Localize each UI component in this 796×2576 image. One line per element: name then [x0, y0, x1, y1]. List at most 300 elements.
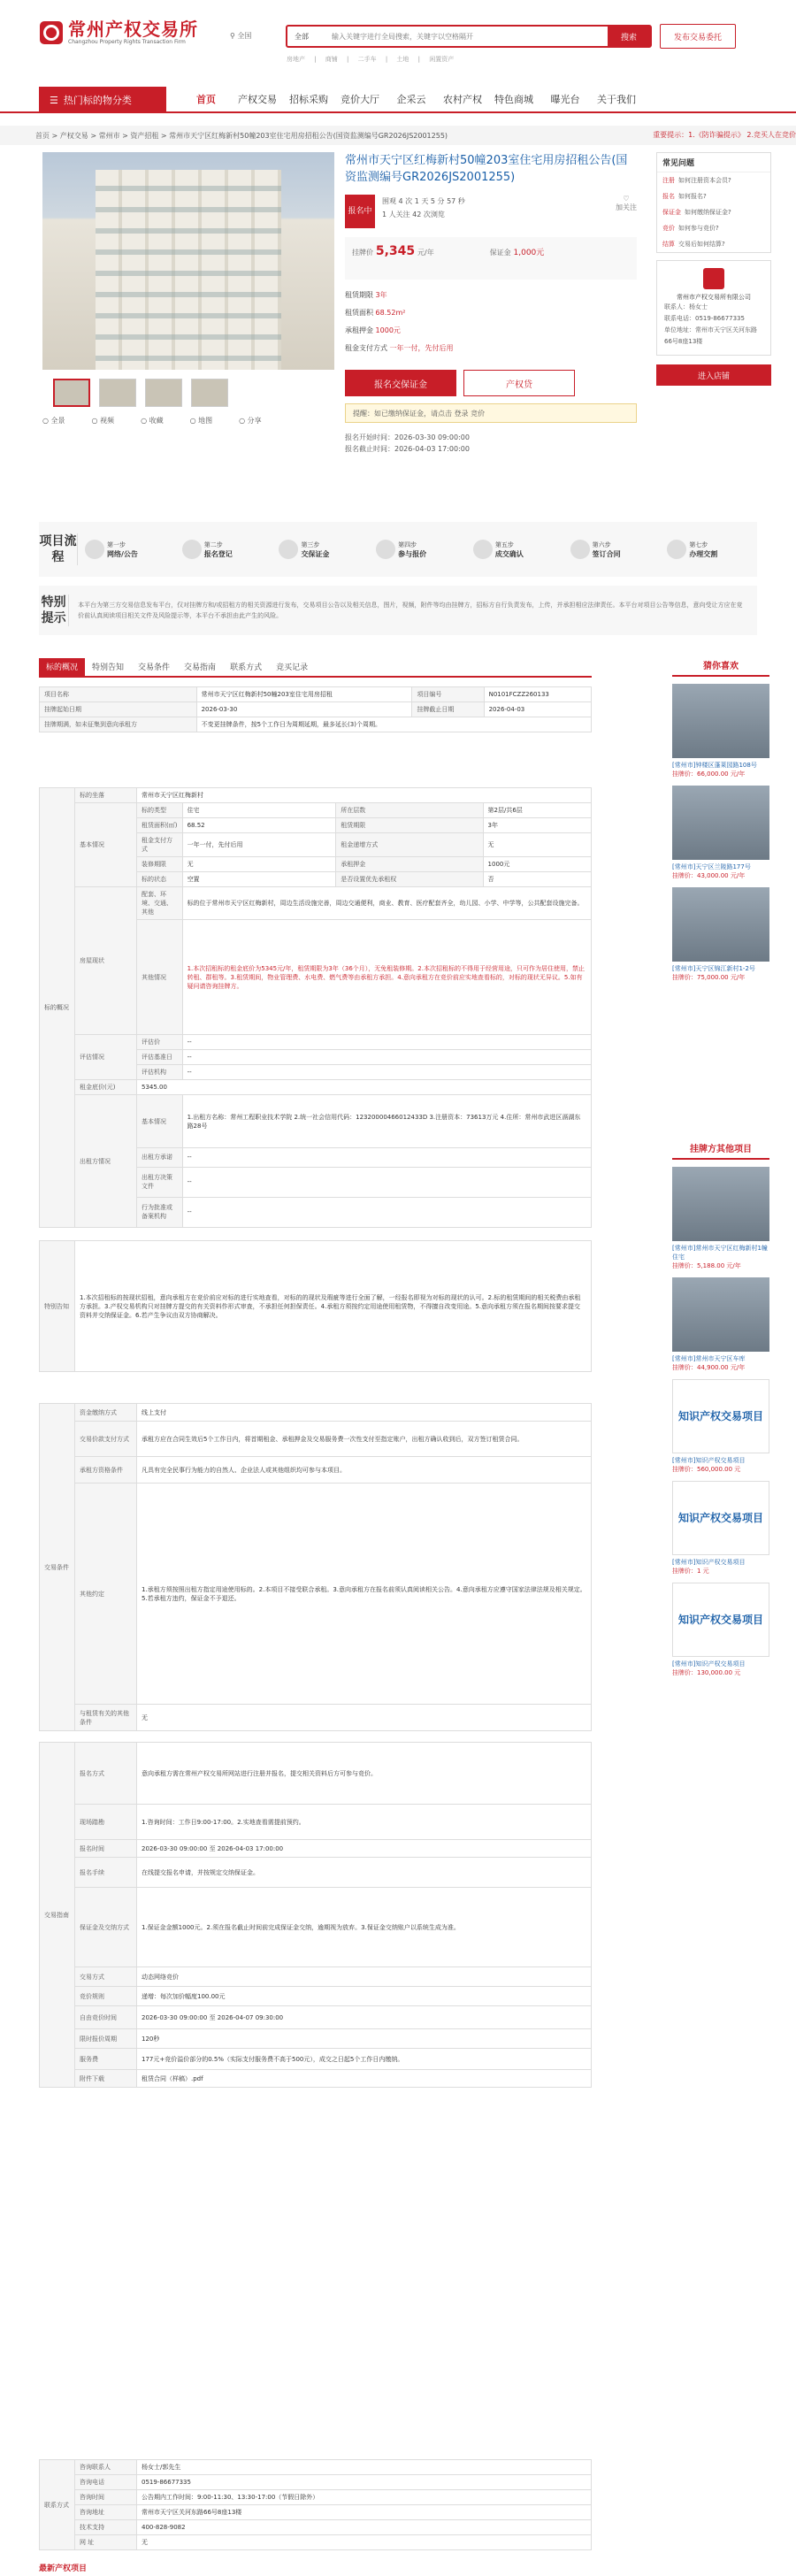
table-row	[40, 1705, 592, 1731]
tip-title: 特别提示	[39, 594, 69, 626]
cell-value: --	[182, 1197, 591, 1227]
cell-label: 评估价	[137, 1035, 183, 1050]
step-number: 第七步	[689, 540, 708, 548]
main-photo[interactable]	[42, 152, 334, 370]
cell-label: 行为批准或备案机构	[137, 1197, 183, 1227]
start-time: 报名开始时间：2026-03-30 09:00:00	[345, 433, 470, 441]
row-value: 1000元	[375, 326, 401, 334]
step-number: 第四步	[398, 540, 417, 548]
cell-label: 项目名称	[40, 687, 197, 702]
project-name: [常州市]知识产权交易项目	[672, 1559, 746, 1566]
step-title: 办理交割	[689, 549, 718, 558]
project-card[interactable]	[672, 1277, 769, 1372]
nav-item[interactable]: 农村产权	[443, 94, 482, 105]
table-row	[40, 1840, 592, 1858]
listing-row	[345, 340, 637, 357]
step-icon	[182, 540, 202, 559]
section-label: 特别告知	[40, 1241, 75, 1372]
row-value: 一年一付，先付后用	[389, 344, 454, 352]
notice-text: 1.本次招租标的按现状招租，意向承租方在竞价前应对标的进行实地查看，对标的的现状及瑕疵等进行全面了解，一经报名即视为对标的现状的认可。2.标的租赁期间的相关税费由承租方承担。3.产权交易机构只对挂牌方提交的有关资料作形式审查，不承担任何担保责任。4.承租方须按约定用途使用租赁物，不得擅自改变用途。5.意向承租方须在报名期间按要求提交资料并交纳保证金。6.若产生争议由双方协商解决。	[75, 1241, 592, 1372]
logo-text: 常州产权交易所	[68, 19, 198, 40]
cell-value: 否	[483, 872, 591, 887]
project-price: 挂牌价：130,000.00 元	[672, 1669, 741, 1676]
search-scope-select[interactable]: 全部	[295, 32, 309, 41]
table-row	[40, 1858, 592, 1888]
cell-label: 承租押金	[336, 857, 483, 872]
project-price: 挂牌价：43,000.00 元/年	[672, 872, 746, 879]
city-selector[interactable]: ⚲ 全国	[230, 32, 252, 40]
project-card[interactable]	[672, 1167, 769, 1270]
project-price: 挂牌价：560,000.00 元	[672, 1466, 741, 1473]
tab-4[interactable]: 联系方式	[230, 663, 263, 672]
cell-value: --	[182, 1148, 591, 1168]
listing-row	[345, 304, 637, 322]
project-card[interactable]	[672, 1481, 769, 1576]
process-bar	[39, 522, 757, 577]
cell-label: 项目编号	[412, 687, 484, 702]
table-row	[40, 687, 592, 702]
project-card[interactable]	[672, 1379, 769, 1474]
row-label: 承租押金	[345, 326, 376, 334]
city-label: 全国	[237, 32, 252, 40]
cell-label: 保证金及交纳方式	[75, 1888, 137, 1967]
faq-text: 交易后如何结算?	[678, 241, 725, 248]
cell-label: 承租方资格条件	[75, 1457, 137, 1484]
cell-value: 第2层/共6层	[483, 803, 591, 818]
process-step	[660, 540, 757, 559]
table-row	[40, 2006, 592, 2029]
logo-icon	[40, 21, 63, 44]
section-label: 交易指南	[40, 1743, 75, 2088]
cell-label: 房屋现状	[75, 887, 137, 1035]
breadcrumb-text[interactable]: 首页 > 产权交易 > 常州市 > 资产招租 > 常州市天宁区红梅新村50幢203室住宅用房招租公告(国资监测编号GR2026JS2001255)	[35, 131, 448, 140]
faq-item[interactable]	[657, 236, 770, 252]
faq-text: 如何参与竞价?	[678, 225, 719, 232]
special-tip	[39, 586, 757, 635]
recommend-title: 猜你喜欢	[672, 658, 769, 677]
project-name: [常州市]常州市天宁区车库	[672, 1355, 746, 1362]
cell-label: 标的坐落	[75, 788, 137, 803]
table-row	[40, 1987, 592, 2006]
tab-0[interactable]: 标的概况	[39, 658, 85, 676]
project-price: 挂牌价：75,000.00 元/年	[672, 974, 746, 981]
step-number: 第三步	[301, 540, 320, 548]
cell-value: 住宅	[182, 803, 336, 818]
cell-value: 无	[137, 2535, 592, 2550]
facilities-value: 标的位于常州市天宁区红梅新村，周边生活设施完善，周边交通便利，商业、教育、医疗配套齐全，幼儿园、小学、中学等，公共配套设施完备。	[182, 887, 591, 920]
video-tool[interactable]	[92, 416, 115, 426]
row-label: 租金支付方式	[345, 344, 390, 352]
step-icon	[473, 540, 493, 559]
cell-value: 2026-03-30	[196, 702, 412, 717]
table-row	[40, 1888, 592, 1967]
nav-item[interactable]: 关于我们	[597, 94, 636, 105]
publish-button[interactable]: 发布交易委托	[660, 24, 736, 49]
process-step	[369, 540, 466, 559]
nav-item[interactable]: 竞价大厅	[341, 94, 379, 105]
thumbnail[interactable]	[99, 379, 136, 407]
cell-value: 递增：每次加价幅度100.00元	[137, 1987, 592, 2006]
project-price: 挂牌价：1 元	[672, 1568, 709, 1575]
section-label: 标的概况	[40, 788, 75, 1228]
rent-base-value: 5345.00	[137, 1080, 592, 1095]
header	[0, 0, 796, 63]
step-title: 参与报价	[398, 549, 427, 558]
countdown: 围观 4 次 1 天 5 分 57 秒	[382, 197, 465, 205]
cell-label: 基本情况	[75, 803, 137, 887]
faq-text: 如何缴纳保证金?	[685, 209, 731, 216]
cell-value: 1.承租方须按照出租方指定用途使用标的。2.本项目不接受联合承租。3.意向承租方在报名前须认真阅读相关公告。4.意向承租方应遵守国家法律法规及相关规定。5.若承租方违约，保证金不予退还。	[137, 1484, 592, 1705]
cell-value: 租赁合同（样稿）.pdf	[137, 2070, 592, 2088]
agency-contact: 杨女士	[689, 303, 708, 310]
table-row	[40, 2460, 592, 2475]
thumbnail[interactable]	[53, 379, 90, 407]
thumbnail-strip	[53, 379, 228, 407]
agency-name[interactable]: 常州市产权交易所有限公司	[677, 294, 751, 301]
step-number: 第一步	[107, 540, 126, 548]
cell-value: 2026-04-03	[484, 702, 591, 717]
other-projects-title: 挂牌方其他项目	[672, 1141, 769, 1160]
project-image	[672, 887, 769, 962]
cell-value: 400-828-9082	[137, 2520, 592, 2535]
cell-value: 1.咨询时间：工作日9:00-17:00。2.实地查看需提前预约。	[137, 1805, 592, 1840]
cell-label: 租赁期限	[336, 818, 483, 833]
contact-table	[39, 2459, 592, 2550]
process-title: 项目流程	[39, 534, 77, 564]
cell-label: 服务费	[75, 2049, 137, 2070]
cell-label: 配套、环境、交通、其他	[137, 887, 183, 920]
price-unit: 元/年	[417, 249, 434, 257]
faq-item[interactable]	[657, 172, 770, 188]
cell-value: 3年	[483, 818, 591, 833]
project-image: 知识产权交易项目	[672, 1379, 769, 1453]
cell-value: 无	[483, 833, 591, 857]
cell-value: 常州市天宁区红梅新村50幢203室住宅用房招租	[196, 687, 412, 702]
video-icon: ○	[91, 417, 101, 425]
cell-label: 交易方式	[75, 1967, 137, 1987]
cell-label: 租金递增方式	[336, 833, 483, 857]
table-row	[40, 702, 592, 717]
cell-label: 评估基准日	[137, 1050, 183, 1065]
logo-subtext: Changzhou Property Rights Transaction Firm	[68, 39, 186, 45]
cell-value: 常州市天宁区关河东路66号8座13楼	[137, 2505, 592, 2520]
cell-label: 评估情况	[75, 1035, 137, 1080]
table-row	[40, 1484, 592, 1705]
main-nav	[0, 87, 796, 113]
step-number: 第六步	[592, 540, 611, 548]
cell-label: 其他情况	[137, 920, 183, 1035]
cell-label: 技术支持	[75, 2520, 137, 2535]
faq-list	[657, 172, 770, 252]
cell-label: 附件下载	[75, 2070, 137, 2088]
map-tool[interactable]	[190, 416, 213, 426]
other-projects-list	[672, 1141, 769, 1677]
cell-value: 无	[182, 857, 336, 872]
cell-label: 交易价款支付方式	[75, 1422, 137, 1457]
agency-logo	[703, 268, 724, 289]
cell-value: 承租方应在合同生效后5个工作日内，将首期租金、承租押金及交易服务费一次性支付至指定账户，出租方确认收到后，双方签订租赁合同。	[137, 1422, 592, 1457]
nav-item[interactable]: 产权交易	[238, 94, 277, 105]
tool-label: 收藏	[149, 417, 164, 425]
step-icon	[279, 540, 298, 559]
cell-value: 空置	[182, 872, 336, 887]
agency-address: 常州市天宁区关河东路66号8座13楼	[664, 326, 757, 345]
cell-label: 装修期限	[137, 857, 183, 872]
share-tool[interactable]	[239, 416, 262, 426]
overview-table	[39, 686, 592, 732]
tool-label: 全景	[50, 417, 65, 425]
cell-value: 公告期内工作时间：9:00-11:30、13:30-17:00（节假日除外）	[137, 2490, 592, 2505]
cell-label: 挂牌期满，如未征集到意向承租方	[40, 717, 197, 732]
nav-item[interactable]: 企采云	[396, 94, 426, 105]
step-text	[301, 540, 329, 559]
cell-label: 标的类型	[137, 803, 183, 818]
enter-shop-button[interactable]: 进入店铺	[656, 364, 771, 386]
project-card[interactable]	[672, 684, 769, 778]
cell-label: 挂牌截止日期	[412, 702, 484, 717]
tool-label: 分享	[247, 417, 262, 425]
cell-label: 自由竞价时间	[75, 2006, 137, 2029]
cell-value: 120秒	[137, 2029, 592, 2049]
project-name: [常州市]钟楼区蓬莱园路108号	[672, 762, 757, 769]
search-bar	[286, 25, 652, 48]
cell-value: 68.52	[182, 818, 336, 833]
step-text	[398, 540, 426, 559]
process-step	[175, 540, 272, 559]
notice-marquee[interactable]: 重要提示：1.《防诈骗提示》 2.竞买人在竞价	[653, 131, 796, 139]
cell-value: 2026-03-30 09:00:00 至 2026-04-07 09:30:00	[137, 2006, 592, 2029]
loan-button[interactable]: 产权贷	[463, 370, 575, 396]
project-card[interactable]	[672, 786, 769, 880]
faq-text: 如何注册资本会员?	[678, 177, 731, 184]
listing-title: 常州市天宁区红梅新村50幢203室住宅用房招租公告(国资监测编号GR2026JS2001255)	[345, 154, 628, 184]
location-value: 常州市天宁区红梅新村	[137, 788, 592, 803]
latest-projects-title[interactable]: 最新产权项目	[39, 2564, 88, 2573]
step-icon	[376, 540, 395, 559]
cell-label: 资金缴纳方式	[75, 1404, 137, 1422]
project-card[interactable]	[672, 1583, 769, 1677]
hot-keywords[interactable]: 房地产 | 商铺 | 二手车 | 土地 | 闲置资产	[287, 56, 455, 63]
detail-tabs	[39, 658, 592, 678]
project-image: 知识产权交易项目	[672, 1583, 769, 1657]
cell-value: 动态网络竞价	[137, 1967, 592, 1987]
tab-5[interactable]: 竞买记录	[276, 663, 309, 672]
cell-label: 现场踏勘	[75, 1805, 137, 1840]
table-row	[40, 2490, 592, 2505]
nav-list	[180, 87, 642, 113]
step-text	[689, 540, 717, 559]
listing-main	[0, 145, 796, 534]
price-label: 挂牌价	[352, 249, 373, 257]
cell-label: 所在层数	[336, 803, 483, 818]
project-image	[672, 1167, 769, 1241]
project-price: 挂牌价：5,188.00 元/年	[672, 1262, 741, 1269]
cell-label: 与租赁有关的其他条件	[75, 1705, 137, 1731]
view-stats: 1 人关注 42 次浏览	[382, 211, 445, 218]
search-button[interactable]: 搜索	[608, 26, 650, 47]
row-label: 租赁期限	[345, 291, 376, 299]
share-icon: ○	[239, 417, 248, 425]
cell-value: 凡具有完全民事行为能力的自然人、企业法人或其他组织均可参与本项目。	[137, 1457, 592, 1484]
nav-item[interactable]: 曝光台	[550, 94, 580, 105]
process-step	[466, 540, 563, 559]
table-row	[40, 1967, 592, 1987]
media-tools	[42, 416, 262, 426]
project-image	[672, 684, 769, 758]
step-title: 签订合同	[592, 549, 621, 558]
tab-3[interactable]: 交易指南	[184, 663, 217, 672]
search-input[interactable]	[332, 33, 608, 41]
cell-label: 标的状态	[137, 872, 183, 887]
tab-2[interactable]: 交易条件	[138, 663, 171, 672]
panorama-icon: ○	[42, 417, 51, 425]
nav-item[interactable]: 特色商城	[494, 94, 533, 105]
cell-label: 出租方承诺	[137, 1148, 183, 1168]
panorama-tool[interactable]	[42, 416, 65, 426]
project-image	[672, 786, 769, 860]
faq-tag: 竞价	[662, 225, 675, 232]
step-text	[204, 540, 233, 559]
table-row	[40, 2070, 592, 2088]
cell-value: 1000元	[483, 857, 591, 872]
register-deposit-button[interactable]: 报名交保证金	[345, 370, 456, 396]
thumbnail[interactable]	[191, 379, 228, 407]
follow-button[interactable]	[616, 195, 637, 212]
table-row	[40, 2049, 592, 2070]
step-number: 第五步	[494, 540, 514, 548]
table-row	[40, 1422, 592, 1457]
breadcrumb	[0, 126, 796, 145]
step-text	[107, 540, 138, 559]
project-price: 挂牌价：66,000.00 元/年	[672, 770, 746, 778]
cell-value: 不变更挂牌条件，按5个工作日为周期延期，最多延长(3)个周期。	[196, 717, 591, 732]
step-title: 网络/公告	[107, 549, 138, 558]
section-label: 联系方式	[40, 2460, 75, 2550]
agency-card: 常州市产权交易所有限公司 联系人：杨女士 联系电话：0519-86677335 单位地址：常州市天宁区关河东路66号8座13楼	[656, 260, 771, 356]
cell-label: 报名时间	[75, 1840, 137, 1858]
step-icon	[570, 540, 590, 559]
step-number: 第二步	[203, 540, 223, 548]
project-image: 知识产权交易项目	[672, 1481, 769, 1555]
recommend-list	[672, 658, 769, 982]
star-icon: ○	[141, 417, 149, 425]
table-row	[40, 1404, 592, 1422]
star-tool[interactable]	[141, 416, 164, 426]
tab-1[interactable]: 特别告知	[92, 663, 125, 672]
faq-text: 如何报名?	[678, 193, 707, 200]
step-title: 报名登记	[203, 549, 233, 558]
project-image	[672, 1277, 769, 1352]
cell-value: 2026-03-30 09:00:00 至 2026-04-03 17:00:00	[137, 1840, 592, 1858]
table-row	[40, 2505, 592, 2520]
project-name: [常州市]常州市天宁区红梅新村1幢住宅	[672, 1245, 768, 1261]
cell-label: 竞价规则	[75, 1987, 137, 2006]
category-menu[interactable]	[39, 87, 166, 113]
cell-label: 评估机构	[137, 1065, 183, 1080]
cell-value: 0519-86677335	[137, 2475, 592, 2490]
cell-label: 出租方情况	[75, 1095, 137, 1228]
listing-rows	[345, 287, 637, 357]
cell-value: 一年一付，先付后用	[182, 833, 336, 857]
section-label: 交易条件	[40, 1404, 75, 1731]
listing-info	[345, 152, 637, 455]
table-row	[40, 2535, 592, 2550]
detail-table	[39, 787, 592, 1372]
site-logo[interactable]	[40, 19, 198, 46]
project-price: 挂牌价：44,900.00 元/年	[672, 1364, 746, 1371]
process-step	[78, 540, 175, 559]
faq-tag: 报名	[662, 193, 675, 200]
step-text	[495, 540, 524, 559]
listing-row	[345, 322, 637, 340]
cell-value: 杨女士/郭先生	[137, 2460, 592, 2475]
follow-label: 加关注	[616, 203, 637, 211]
tool-label: 视频	[100, 417, 115, 425]
thumbnail[interactable]	[145, 379, 182, 407]
project-name: [常州市]知识产权交易项目	[672, 1457, 746, 1464]
table-row	[40, 717, 592, 732]
project-name: [常州市]天宁区锦江新村1-2号	[672, 965, 755, 972]
table-row	[40, 1805, 592, 1840]
cell-value: --	[182, 1050, 591, 1065]
price-value: 5,345	[375, 244, 416, 258]
nav-item[interactable]: 首页	[196, 94, 216, 105]
faq-item[interactable]	[657, 188, 770, 204]
row-label: 租赁面积	[345, 309, 376, 317]
table-row	[40, 2029, 592, 2049]
cell-value: N0101FCZZ260133	[484, 687, 591, 702]
cell-label: 咨询联系人	[75, 2460, 137, 2475]
step-icon	[667, 540, 686, 559]
faq-title: 常见问题	[657, 153, 770, 172]
login-alert[interactable]: 提醒：如已缴纳保证金，请点击 登录 竞价	[345, 403, 637, 423]
tool-label: 地图	[198, 417, 213, 425]
cell-label: 租金支付方式	[137, 833, 183, 857]
process-step	[272, 540, 369, 559]
cell-value: 177元+竞价溢价部分的0.5%（实际支付服务费不高于500元），成交之日起5个工作日内缴纳。	[137, 2049, 592, 2070]
heart-icon: ♡	[623, 195, 630, 203]
menu-icon: ☰	[50, 94, 58, 106]
end-time: 报名截止时间：2026-04-03 17:00:00	[345, 445, 470, 453]
status-badge: 报名中	[345, 195, 375, 228]
cell-label: 基本情况	[137, 1095, 183, 1148]
nav-item[interactable]: 招标采购	[289, 94, 328, 105]
cell-value: 意向承租方需在常州产权交易所网站进行注册并报名，提交相关资料后方可参与竞价。	[137, 1743, 592, 1805]
cell-label: 租赁面积(㎡)	[137, 818, 183, 833]
faq-item[interactable]	[657, 220, 770, 236]
cell-value: 在线提交报名申请，并按规定交纳保证金。	[137, 1858, 592, 1888]
tip-text: 本平台为第三方交易信息发布平台，仅对挂牌方和/或招租方的相关资源进行发布，交易项目公告以及相关信息，图片，视频，附件等均由挂牌方，招标方自行负责发布，上传，并承担相应法律责任。本平台对项目公告等信息，意向受让方应在竞价前认真阅读项目相关文件及风险提示等，本平台不承担由此产生的风险。	[78, 602, 743, 619]
cell-label: 限时报价周期	[75, 2029, 137, 2049]
step-title: 成交确认	[494, 549, 524, 558]
table-row	[40, 2475, 592, 2490]
table-row	[40, 1457, 592, 1484]
sidebar	[656, 152, 771, 386]
cell-value: --	[182, 1065, 591, 1080]
table-row	[40, 2520, 592, 2535]
row-value: 68.52m²	[375, 309, 406, 317]
cell-label: 咨询地址	[75, 2505, 137, 2520]
step-text	[593, 540, 621, 559]
cell-label: 出租方决策文件	[137, 1167, 183, 1197]
cell-label: 咨询时间	[75, 2490, 137, 2505]
faq-item[interactable]	[657, 204, 770, 220]
map-icon: ○	[189, 417, 199, 425]
cell-label: 咨询电话	[75, 2475, 137, 2490]
faq-tag: 结算	[662, 241, 675, 248]
project-name: [常州市]知识产权交易项目	[672, 1660, 746, 1668]
project-card[interactable]	[672, 887, 769, 982]
